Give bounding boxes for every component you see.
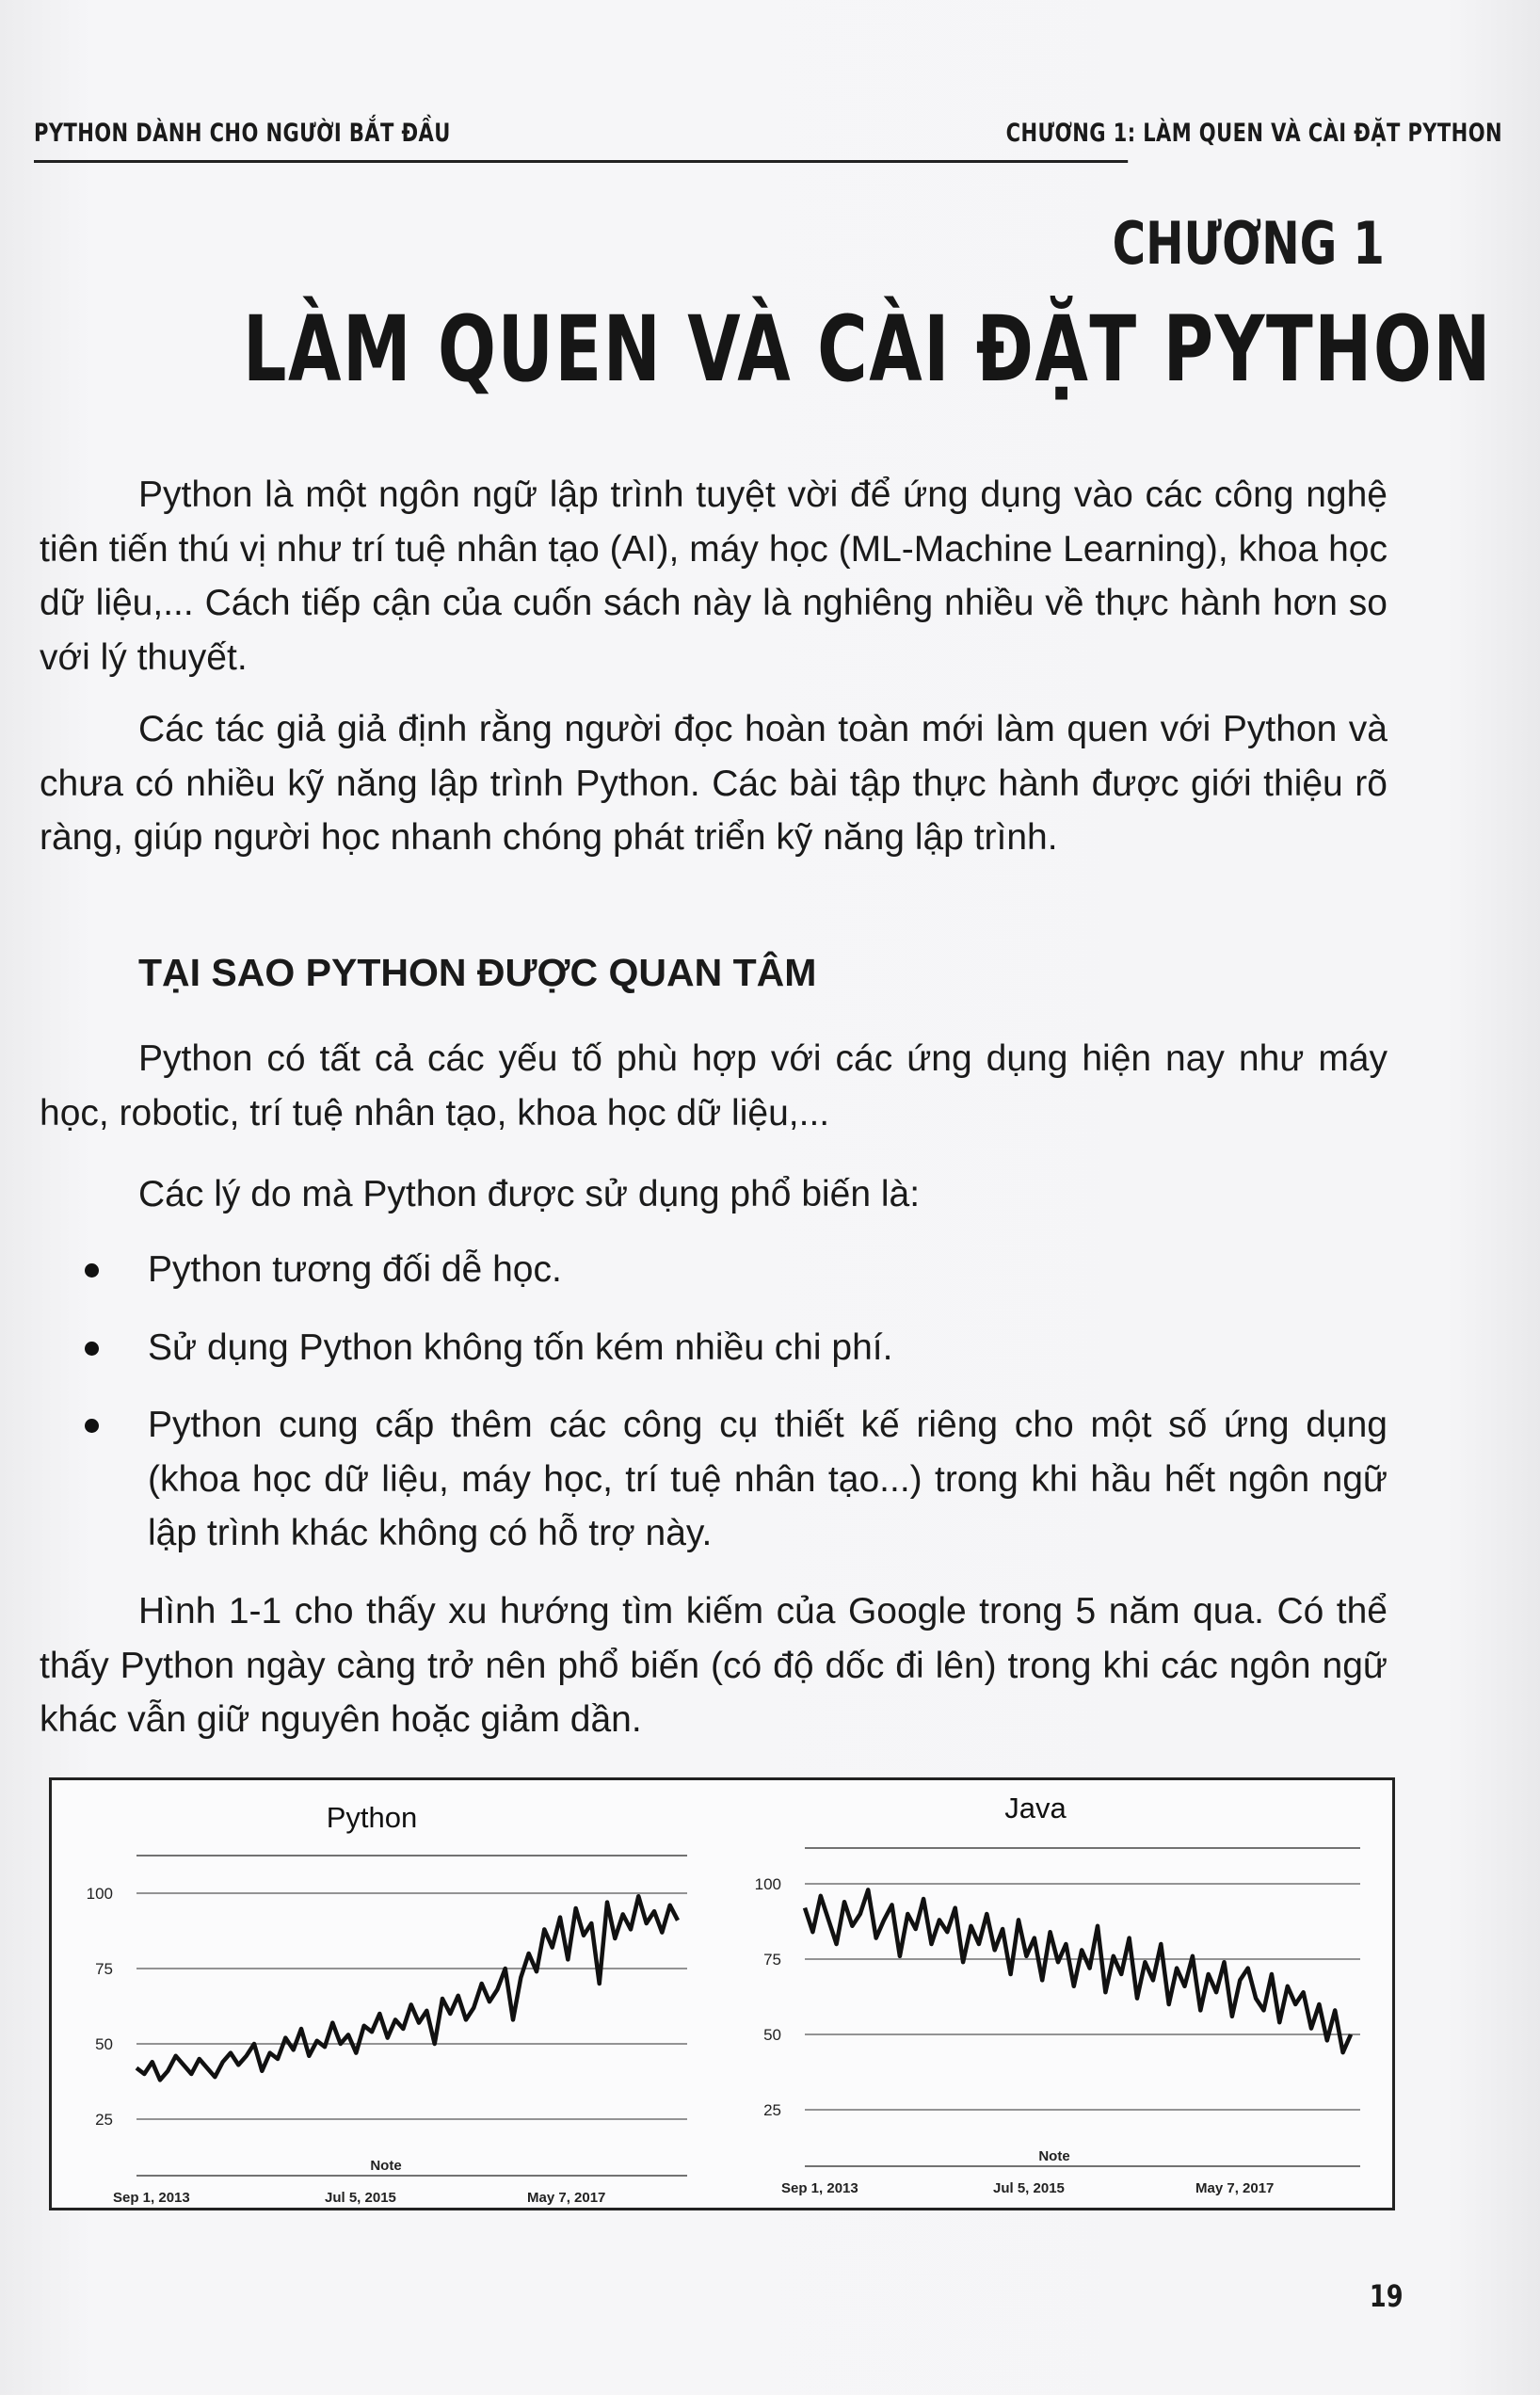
list-item-text: Sử dụng Python không tốn kém nhiều chi phí. xyxy=(148,1326,893,1368)
paragraph-figure-caption xyxy=(40,1584,1388,1747)
list-item xyxy=(40,1321,1388,1375)
bullet-icon xyxy=(85,1342,99,1356)
x-tick-label: Jul 5, 2015 xyxy=(993,2180,1065,2196)
list-item xyxy=(40,1243,1388,1297)
y-tick-label: 25 xyxy=(763,2101,781,2119)
bullet-icon xyxy=(85,1263,99,1278)
running-header xyxy=(34,111,1502,163)
series-line-python xyxy=(136,1896,678,2080)
paragraph-text: Python là một ngôn ngữ lập trình tuyệt vời để ứng dụng vào các công nghệ tiên tiến thú vị như trí tuệ nhân tạo (AI), máy học (ML-Machine Learning), khoa học dữ liệu,... Cách tiếp cận của cuốn sách này là nghiêng nhiều về thực hành hơn so với lý thuyết. xyxy=(40,474,1388,678)
header-book-title: PYTHON DÀNH CHO NGƯỜI BẮT ĐẦU xyxy=(34,119,451,148)
y-tick-label: 75 xyxy=(95,1960,113,1978)
chapter-label: CHƯƠNG 1 xyxy=(1112,209,1385,278)
x-tick-label: Sep 1, 2013 xyxy=(113,2190,190,2206)
paragraph-applications xyxy=(40,1032,1388,1140)
y-tick-label: 50 xyxy=(95,2035,113,2053)
paragraph-intro xyxy=(40,468,1388,684)
reasons-list xyxy=(40,1243,1388,1561)
paragraph-assumption xyxy=(40,702,1388,865)
trend-charts xyxy=(52,1780,1392,2208)
y-tick-label: 75 xyxy=(763,1951,781,1969)
list-item xyxy=(40,1398,1388,1561)
paragraph-text: Các lý do mà Python được sử dụng phổ biến là: xyxy=(138,1174,921,1214)
x-tick-label: May 7, 2017 xyxy=(1195,2180,1275,2196)
list-item-text: Python cung cấp thêm các công cụ thiết kế riêng cho một số ứng dụng (khoa học dữ liệu, máy học, trí tuệ nhân tạo...) trong khi hầu hết ngôn ngữ lập trình khác không có hỗ trợ này. xyxy=(148,1405,1388,1553)
section-heading: TẠI SAO PYTHON ĐƯỢC QUAN TÂM xyxy=(138,951,817,994)
y-tick-label: 25 xyxy=(95,2111,113,2129)
chart-note: Note xyxy=(370,2158,402,2174)
y-tick-label: 100 xyxy=(754,1875,781,1893)
x-tick-label: Sep 1, 2013 xyxy=(781,2180,858,2196)
y-tick-label: 100 xyxy=(86,1885,113,1903)
paragraph-text: Các tác giả giả định rằng người đọc hoàn toàn mới làm quen với Python và chưa có nhiều kỹ năng lập trình Python. Các bài tập thực hành được giới thiệu rõ ràng, giúp người học nhanh chóng phát triển kỹ năng lập trình. xyxy=(40,709,1388,858)
chart-title: Python xyxy=(326,1801,418,1834)
chart-title: Java xyxy=(1004,1792,1067,1824)
header-chapter-title: CHƯƠNG 1: LÀM QUEN VÀ CÀI ĐẶT PYTHON xyxy=(1005,119,1502,148)
paragraph-reasons xyxy=(40,1167,1388,1222)
y-tick-label: 50 xyxy=(763,2026,781,2044)
chart-note: Note xyxy=(1038,2148,1070,2164)
bullet-icon xyxy=(85,1419,99,1433)
x-tick-label: Jul 5, 2015 xyxy=(325,2190,396,2206)
page-number: 19 xyxy=(1370,2278,1404,2314)
figure-1-1-trends xyxy=(49,1777,1395,2210)
x-tick-label: May 7, 2017 xyxy=(527,2190,606,2206)
paragraph-text: Python có tất cả các yếu tố phù hợp với các ứng dụng hiện nay như máy học, robotic, trí tuệ nhân tạo, khoa học dữ liệu,... xyxy=(40,1038,1388,1133)
chapter-title: LÀM QUEN VÀ CÀI ĐẶT PYTHON xyxy=(243,297,1492,402)
series-line-java xyxy=(805,1889,1351,2052)
paragraph-text: Hình 1-1 cho thấy xu hướng tìm kiếm của Google trong 5 năm qua. Có thể thấy Python ngày càng trở nên phổ biến (có độ dốc đi lên) trong khi các ngôn ngữ khác vẫn giữ nguyên hoặc giảm dần. xyxy=(40,1591,1388,1740)
list-item-text: Python tương đối dễ học. xyxy=(148,1249,562,1290)
